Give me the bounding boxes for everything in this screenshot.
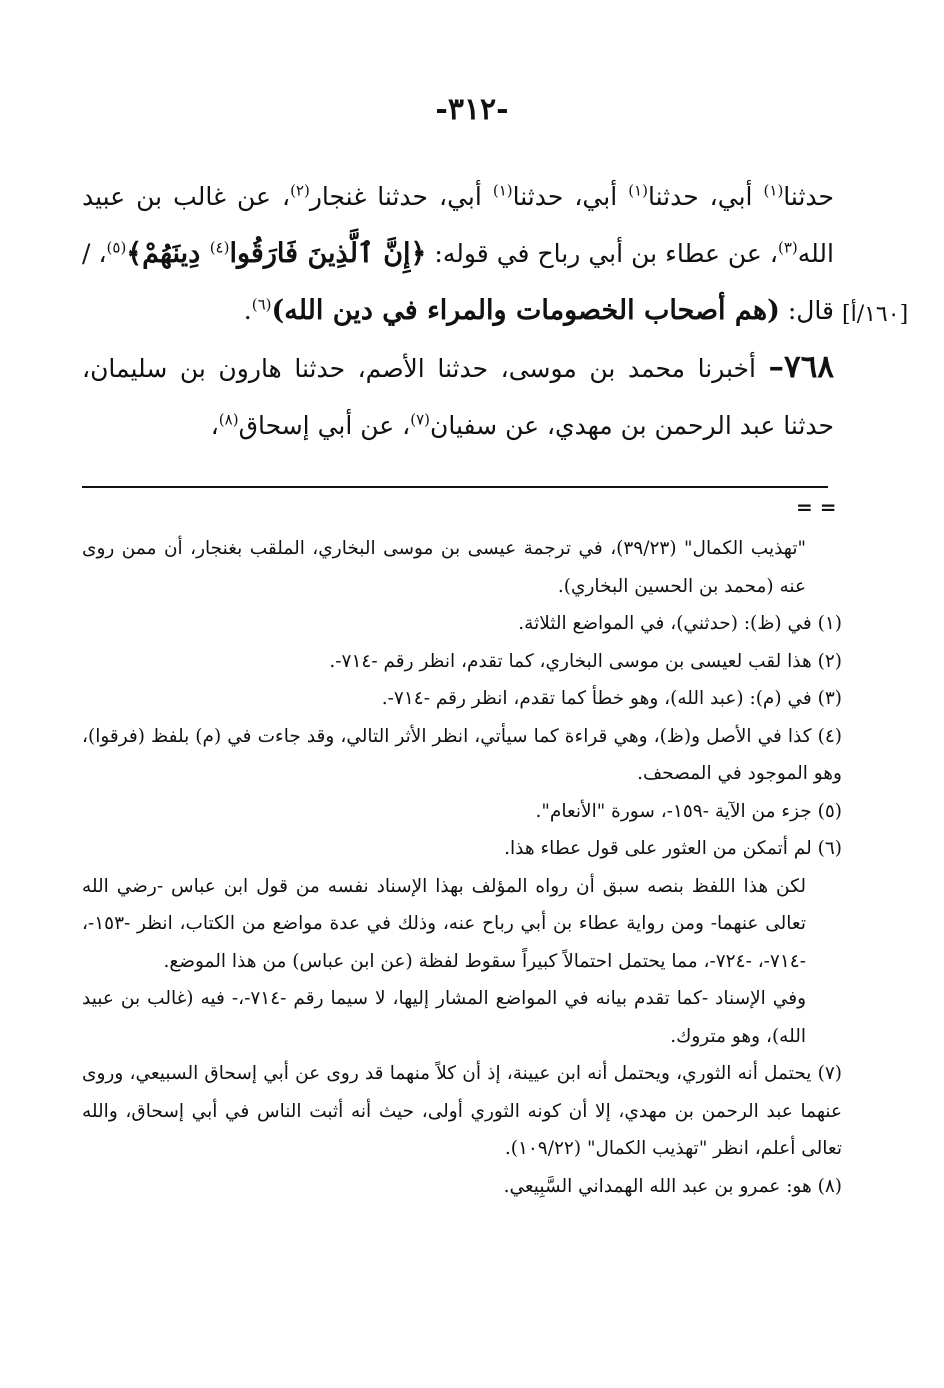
footnote-1: (١) في (ظ): (حدثني)، في المواضع الثلاثة. [518, 613, 842, 634]
footnote-2: (٢) هذا لقب لعيسى بن موسى البخاري، كما تقدم، انظر رقم -٧١٤-. [329, 650, 842, 672]
page-number: -٣١٢- [435, 92, 509, 127]
continuation-mark: = = [796, 495, 837, 519]
footnote-3: (٣) في (م): (عبد الله)، وهو خطأ كما تقدم، انظر رقم -٧١٤-. [381, 688, 842, 709]
footnote-ref: (١) [763, 181, 784, 200]
footnote-7: (٧) يحتمل أنه الثوري، ويحتمل أنه ابن عيينة، إذ أن كلاً منهما قد روى عن أبي إسحاق السبيعي، وروى عنهما عبد الرحمن بن مهدي، إلا أن كونه الثوري أولى، حيث أنه أثبت الناس في أبي إسحاق، والله تعالى أعلم، انظر "تهذيب الكمال" (١٠٩/٢٢). [82, 1063, 842, 1159]
text-run: ، / قال: [82, 239, 834, 325]
text-run: ، عن عطاء بن أبي رباح في قوله: [426, 239, 778, 268]
paragraph-768 [82, 339, 834, 454]
footnote-ref: (٥) [106, 238, 127, 257]
quoted-statement: (هم أصحاب الخصومات والمراء في دين الله) [271, 295, 780, 326]
footnote-8: (٨) هو: عمرو بن عبد الله الهمداني السَّبِيعي. [503, 1175, 842, 1197]
paragraph-767 [82, 168, 834, 339]
text-run: أبي، حدثنا [512, 182, 629, 211]
quran-verse-end: دِينَهُمْ﴾ [126, 238, 210, 269]
main-text [82, 168, 834, 454]
footnote-ref: (٨) [218, 410, 239, 429]
footnote-6-continuation: لكن هذا اللفظ بنصه سبق أن رواه المؤلف بهذا الإسناد نفسه من قول ابن عباس -رضي الله تعالى عنهما- ومن رواية عطاء بن أبي رباح عنه، وذلك في عدة مواضع من الكتاب، انظر -١٥٣-، -٧١٤-، -٧٢٤-، مما يحتمل احتمالاً كبيراً سقوط لفظة (عن ابن عباس) من هذا الموضع. [82, 875, 806, 972]
footnote-continuation: "تهذيب الكمال" (٣٩/٢٣)، في ترجمة عيسى بن موسى البخاري، الملقب بغنجار، أن ممن روى عنه (محمد بن الحسين البخاري). [82, 538, 806, 597]
text-run: أخبرنا محمد بن موسى، حدثنا الأصم، حدثنا هارون بن سليمان، حدثنا عبد الرحمن بن مهدي، عن سفيان [82, 354, 834, 440]
manuscript-folio-ref: [١٦٠/أ] [842, 302, 909, 327]
text-run: حدثنا [783, 182, 834, 211]
hadith-number: ٧٦٨– [768, 349, 834, 385]
text-run: أبي، حدثنا غنجار [309, 182, 493, 211]
footnote-ref: (٦) [251, 295, 272, 314]
footnote-ref: (١) [628, 181, 648, 200]
footnote-ref: (٣) [777, 238, 798, 257]
footnote-ref: (١) [492, 181, 513, 200]
text-run: أبي، حدثنا [647, 182, 764, 211]
footnote-ref: (٤) [209, 238, 230, 257]
text-run: ، عن أبي إسحاق [238, 411, 411, 440]
text-run: ، عن غالب بن عبيد الله [82, 182, 834, 268]
text-run: . [243, 296, 252, 325]
footnote-4: (٤) كذا في الأصل و(ظ)، وهي قراءة كما سيأتي، انظر الأثر التالي، وقد جاءت في (م) بلفظ (فرقوا)، وهو الموجود في المصحف. [82, 725, 842, 784]
footnotes [82, 530, 842, 1205]
text-run: ، [210, 411, 219, 440]
footnote-ref: (٢) [290, 181, 310, 200]
quran-verse: ﴿إِنَّ ٱلَّذِينَ فَارَقُوا [229, 238, 427, 269]
footnote-6: (٦) لم أتمكن من العثور على قول عطاء هذا. [504, 838, 842, 859]
footnote-ref: (٧) [410, 410, 431, 429]
footnote-5: (٥) جزء من الآية -١٥٩-، سورة "الأنعام". [535, 800, 842, 822]
footnote-separator [82, 486, 828, 488]
footnote-6-continuation: وفي الإسناد -كما تقدم بيانه في المواضع المشار إليها، لا سيما رقم -٧١٤-،- فيه (غالب بن عبيد الله)، وهو متروك. [82, 988, 806, 1047]
